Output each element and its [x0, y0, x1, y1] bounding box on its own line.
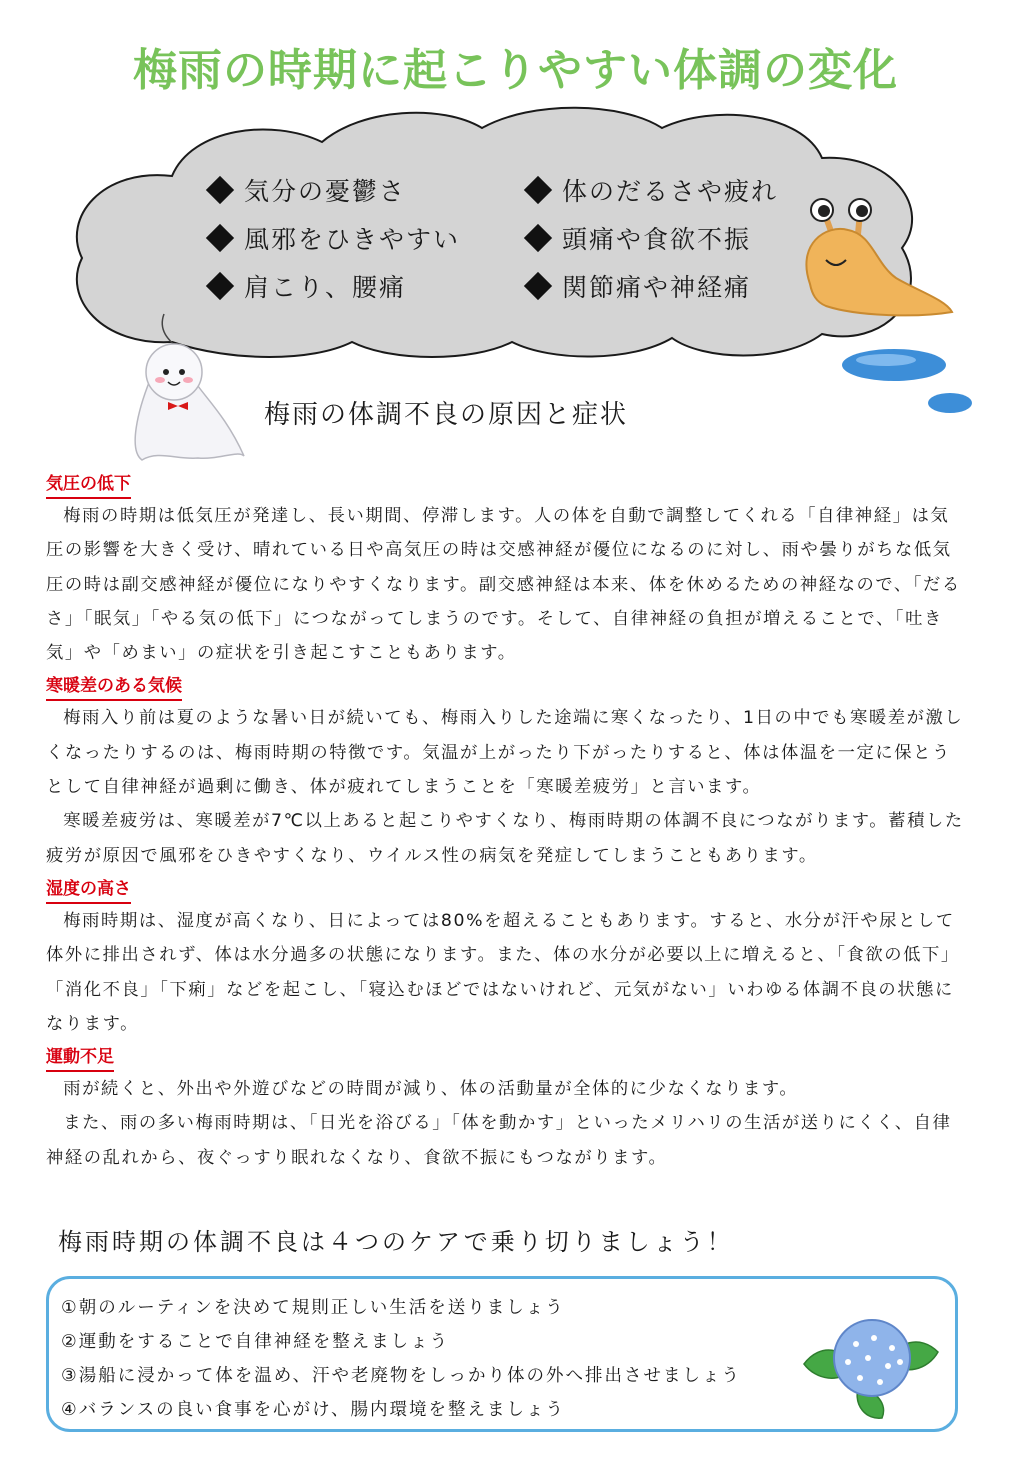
section-paragraph: 梅雨入り前は夏のような暑い日が続いても、梅雨入りした途端に寒くなったり、1日の中でも寒暖差が激しくなったりするのは、梅雨時期の特徴です。気温が上がったり下がったりすると、体は体温を一定に保とうとして自律神経が過剰に働き、体が疲れてしまうことを「寒暖差疲労」と言います。 [46, 708, 964, 798]
care-item: ③湯船に浸かって体を温め、汗や老廃物をしっかり体の外へ排出させましょう [61, 1366, 741, 1386]
care-title: 梅雨時期の体調不良は４つのケアで乗り切りましょう！ [58, 1228, 734, 1256]
section-heading: 湿度の高さ [46, 877, 131, 904]
section-heading: 気圧の低下 [46, 472, 131, 499]
symptom-item: 関節痛や神経痛 [524, 264, 778, 312]
symptom-item: 風邪をひきやすい [206, 216, 460, 264]
section-temperature [46, 670, 966, 872]
section-humidity [46, 873, 966, 1041]
section-paragraph: 梅雨の時期は低気圧が発達し、長い期間、停滞します。人の体を自動で調整してくれる「自律神経」は気圧の影響を大きく受け、晴れている日や高気圧の時は交感神経が優位になるのに対し、雨や曇りがちな低気圧の時は副交感神経が優位になりやすくなります。副交感神経は本来、体を休めるための神経なので、「だるさ」「眠気」「やる気の低下」につながってしまうのです。そして、自律神経の負担が増えることで、「吐き気」や「めまい」の症状を引き起こすこともあります。 [46, 506, 961, 664]
causes-sections [46, 468, 966, 1175]
symptom-item: 体のだるさや疲れ [524, 168, 778, 216]
care-item: ④バランスの良い食事を心がけ、腸内環境を整えましょう [61, 1400, 565, 1420]
symptom-item: 肩こり、腰痛 [206, 264, 460, 312]
slug-illustration [796, 194, 954, 324]
diamond-bullet-icon [524, 224, 552, 252]
section-exercise [46, 1041, 966, 1175]
diamond-bullet-icon [524, 176, 552, 204]
section-paragraph: 梅雨時期は、湿度が高くなり、日によっては80%を超えることもあります。すると、水分が汗や尿として体外に排出されず、体は水分過多の状態になります。また、体の水分が必要以上に増えると、「食欲の低下」「消化不良」「下痢」などを起こし、「寝込むほどではないけれど、元気がない」いわゆる体調不良の状態になります。 [46, 910, 960, 1034]
symptom-list-right [524, 168, 778, 312]
section-heading: 寒暖差のある気候 [46, 674, 182, 701]
section-body [46, 904, 966, 1041]
puddle-illustration [840, 345, 972, 423]
section-pressure [46, 468, 966, 670]
section-body [46, 1072, 966, 1175]
section-subtitle: 梅雨の体調不良の原因と症状 [264, 400, 629, 430]
hydrangea-illustration [800, 1318, 942, 1422]
diamond-bullet-icon [206, 176, 234, 204]
care-item: ②運動をすることで自律神経を整えましょう [61, 1332, 450, 1352]
section-paragraph: 寒暖差疲労は、寒暖差が7℃以上あると起こりやすくなり、梅雨時期の体調不良につながります。蓄積した疲労が原因で風邪をひきやすくなり、ウイルス性の病気を発症してしまうこともあります。 [46, 811, 964, 866]
page-title: 梅雨の時期に起こりやすい体調の変化 [133, 45, 898, 96]
diamond-bullet-icon [206, 224, 234, 252]
diamond-bullet-icon [206, 272, 234, 300]
care-list [61, 1291, 741, 1427]
teru-teru-bozu-illustration [128, 310, 248, 470]
symptom-list-left [206, 168, 460, 312]
symptom-item: 頭痛や食欲不振 [524, 216, 778, 264]
section-body [46, 499, 966, 670]
section-heading: 運動不足 [46, 1045, 114, 1072]
symptom-item: 気分の憂鬱さ [206, 168, 460, 216]
section-body [46, 701, 966, 872]
care-item: ①朝のルーティンを決めて規則正しい生活を送りましょう [61, 1298, 565, 1318]
section-paragraph: また、雨の多い梅雨時期は、「日光を浴びる」「体を動かす」といったメリハリの生活が送りにくく、自律神経の乱れから、夜ぐっすり眠れなくなり、食欲不振にもつながります。 [46, 1113, 952, 1168]
diamond-bullet-icon [524, 272, 552, 300]
section-paragraph: 雨が続くと、外出や外遊びなどの時間が減り、体の活動量が全体的に少なくなります。 [63, 1079, 799, 1100]
